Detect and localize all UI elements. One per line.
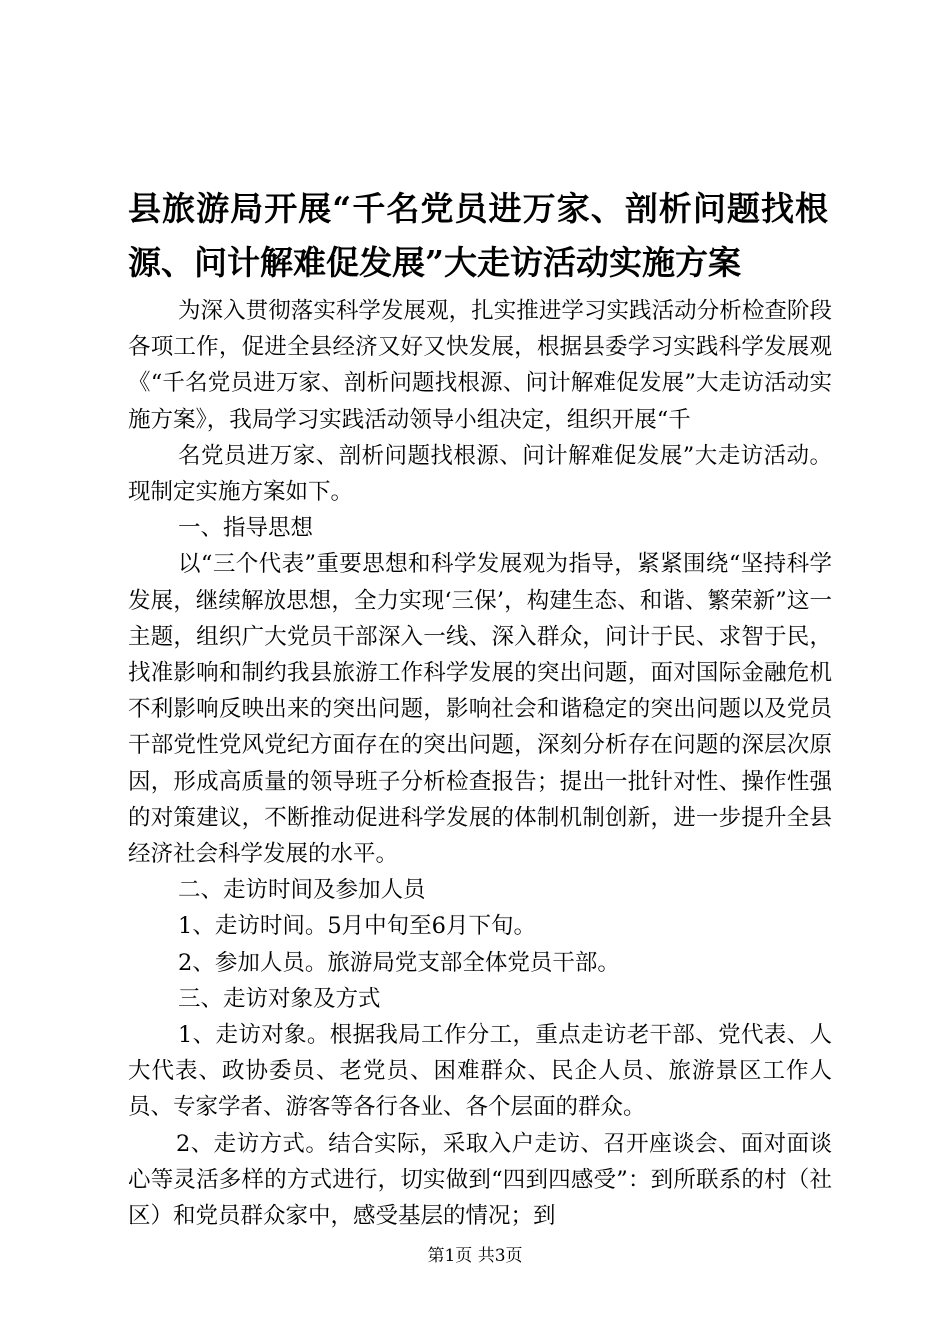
document-title: 县旅游局开展“千名党员进万家、剖析问题找根源、问计解难促发展”大走访活动实施方案 xyxy=(128,189,828,282)
paragraph-intro: 为深入贯彻落实科学发展观，扎实推进学习实践活动分析检查阶段各项工作，促进全县经济又好又快发展，根据县委学习实践科学发展观《“千名党员进万家、剖析问题找根源、问计解难促发展”大走访活动实施方案》，我局学习实践活动领导小组决定，组织开展“千 xyxy=(128,298,832,433)
section-heading-targets-and-methods: 三、走访对象及方式 xyxy=(178,985,381,1012)
paragraph-participants: 2、参加人员。旅游局党支部全体党员干部。 xyxy=(178,949,620,976)
document-body xyxy=(128,293,832,1234)
page-footer: 第1页 共3页 xyxy=(427,1246,523,1266)
paragraph-visit-targets: 1、走访对象。根据我局工作分工，重点走访老干部、党代表、人大代表、政协委员、老党员、困难群众、民企人员、旅游景区工作人员、专家学者、游客等各行各业、各个层面的群众。 xyxy=(128,1022,832,1121)
paragraph-visit-time: 1、走访时间。5月中旬至6月下旬。 xyxy=(178,913,536,940)
section-heading-guiding-ideology: 一、指导思想 xyxy=(178,515,314,542)
paragraph-guiding-ideology: 以“三个代表”重要思想和科学发展观为指导，紧紧围绕“坚持科学发展，继续解放思想，全力实现‘三保’，构建生态、和谐、繁荣新”这一主题，组织广大党员干部深入一线、深入群众，问计于民、求智于民，找准影响和制约我县旅游工作科学发展的突出问题，面对国际金融危机不利影响反映出来的突出问题，影响社会和谐稳定的突出问题以及党员干部党性党风党纪方面存在的突出问题，深刻分析存在问题的深层次原因，形成高质量的领导班子分析检查报告；提出一批针对性、操作性强的对策建议，不断推动促进科学发展的体制机制创新，进一步提升全县经济社会科学发展的水平。 xyxy=(128,551,832,868)
section-heading-time-and-participants: 二、走访时间及参加人员 xyxy=(178,877,426,904)
paragraph-visit-methods: 2、走访方式。结合实际，采取入户走访、召开座谈会、面对面谈心等灵活多样的方式进行，切实做到“四到四感受”：到所联系的村（社区）和党员群众家中，感受基层的情况；到 xyxy=(128,1130,832,1230)
paragraph-intro-continued: 名党员进万家、剖析问题找根源、问计解难促发展”大走访活动。现制定实施方案如下。 xyxy=(128,442,832,506)
